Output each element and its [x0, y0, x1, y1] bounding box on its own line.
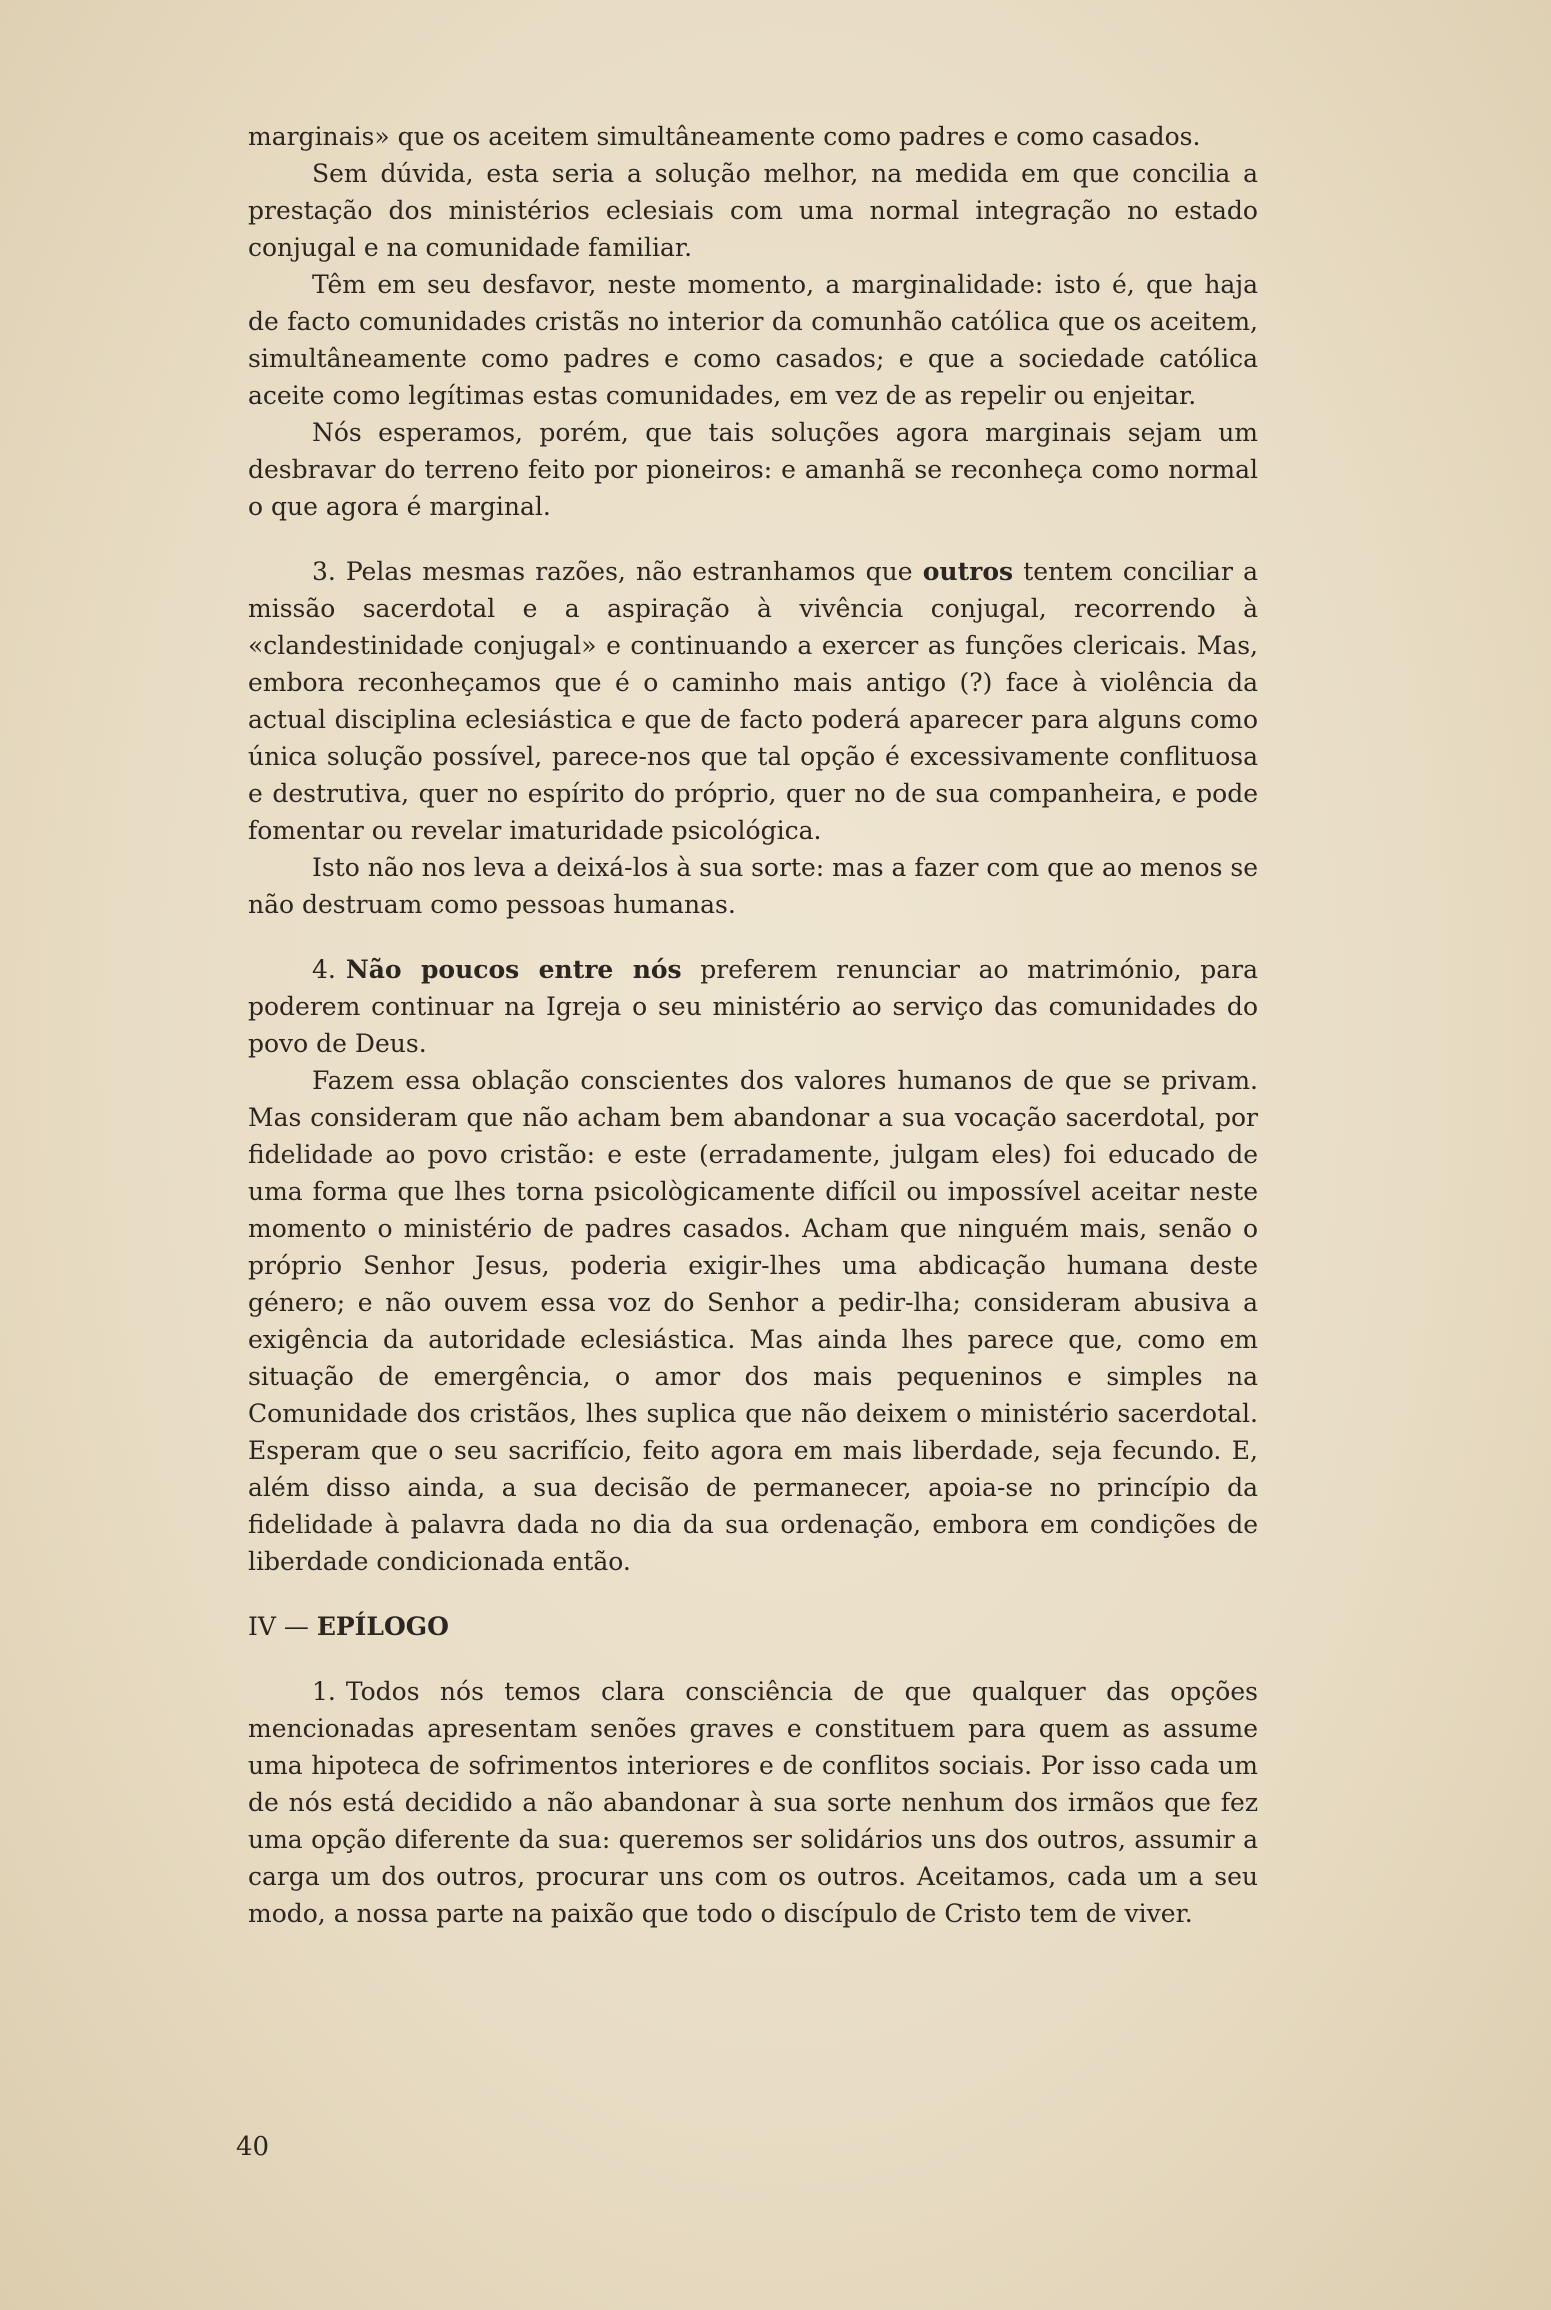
paragraph-disadvantage: Têm em seu desfavor, neste momento, a marginalidade: isto é, que haja de facto comunidades cristãs no interior da comunhão católica que os aceitem, simultâneamente como padres e como casados; e que a sociedade católica aceite como legítimas estas comunidades, em vez de as repelir ou enjeitar.	[248, 270, 1258, 410]
epilogue-paragraph	[248, 1673, 1258, 1932]
section-3-paragraph	[248, 553, 1258, 849]
section-4-rest: preferem renunciar ao matrimónio, para poderem continuar na Igreja o seu ministério ao serviço das comunidades do povo de Deus.	[248, 955, 1258, 1058]
epilogue-heading	[248, 1608, 1258, 1645]
paragraph-continued: marginais» que os aceitem simultâneamente como padres e como casados.	[248, 122, 1201, 151]
page-body	[248, 118, 1258, 1932]
section-3-lead: Pelas mesmas razões, não estranhamos que	[345, 557, 923, 586]
section-4-number: 4.	[312, 955, 336, 984]
section-4-paragraph	[248, 951, 1258, 1062]
paragraph-hope: Nós esperamos, porém, que tais soluções agora marginais sejam um desbravar do terreno feito por pioneiros: e amanhã se reconheça como normal o que agora é marginal.	[248, 418, 1258, 521]
section-3-number: 3.	[312, 557, 336, 586]
epilogue-heading-prefix: IV —	[248, 1612, 317, 1641]
section-3-bold: outros	[922, 557, 1014, 586]
section-4-followup: Fazem essa oblação conscientes dos valores humanos de que se privam. Mas consideram que não acham bem abandonar a sua vocação sacerdotal, por fidelidade ao povo cristão: e este (erradamente, julgam eles) foi educado de uma forma que lhes torna psicològicamente difícil ou impossível aceitar neste momento o ministério de padres casados. Acham que ninguém mais, senão o próprio Senhor Jesus, poderia exigir-lhes uma abdicação humana deste género; e não ouvem essa voz do Senhor a pedir-lha; consideram abusiva a exigência da autoridade eclesiástica. Mas ainda lhes parece que, como em situação de emergência, o amor dos mais pequeninos e simples na Comunidade dos cristãos, lhes suplica que não deixem o ministério sacerdotal. Esperam que o seu sacrifício, feito agora em mais liberdade, seja fecundo. E, além disso ainda, a sua decisão de permanecer, apoia-se no princípio da fidelidade à palavra dada no dia da sua ordenação, embora em condições de liberdade condicionada então.	[248, 1066, 1258, 1576]
paragraph-solution: Sem dúvida, esta seria a solução melhor, na medida em que concilia a prestação dos ministérios eclesiais com uma normal integração no estado conjugal e na comunidade familiar.	[248, 159, 1258, 262]
section-4-bold: Não poucos entre nós	[345, 955, 682, 984]
epilogue-text: Todos nós temos clara consciência de que qualquer das opções mencionadas apresentam senões graves e constituem para quem as assume uma hipoteca de sofrimentos interiores e de conflitos sociais. Por isso cada um de nós está decidido a não abandonar à sua sorte nenhum dos irmãos que fez uma opção diferente da sua: queremos ser solidários uns dos outros, assumir a carga um dos outros, procurar uns com os outros. Aceitamos, cada um a seu modo, a nossa parte na paixão que todo o discípulo de Cristo tem de viver.	[248, 1677, 1258, 1928]
epilogue-heading-title: EPÍLOGO	[316, 1612, 449, 1641]
section-3-followup: Isto não nos leva a deixá-los à sua sorte: mas a fazer com que ao menos se não destruam como pessoas humanas.	[248, 853, 1258, 919]
epilogue-item-number: 1.	[312, 1677, 336, 1706]
section-3-rest: tentem conciliar a missão sacerdotal e a aspiração à vivência conjugal, recorrendo à «clandestinidade conjugal» e continuando a exercer as funções clericais. Mas, embora reconheçamos que é o caminho mais antigo (?) face à violência da actual disciplina eclesiástica e que de facto poderá aparecer para alguns como única solução possível, parece-nos que tal opção é excessivamente conflituosa e destrutiva, quer no espírito do próprio, quer no de sua companheira, e pode fomentar ou revelar imaturidade psicológica.	[248, 557, 1258, 845]
page-number: 40	[236, 2132, 270, 2162]
